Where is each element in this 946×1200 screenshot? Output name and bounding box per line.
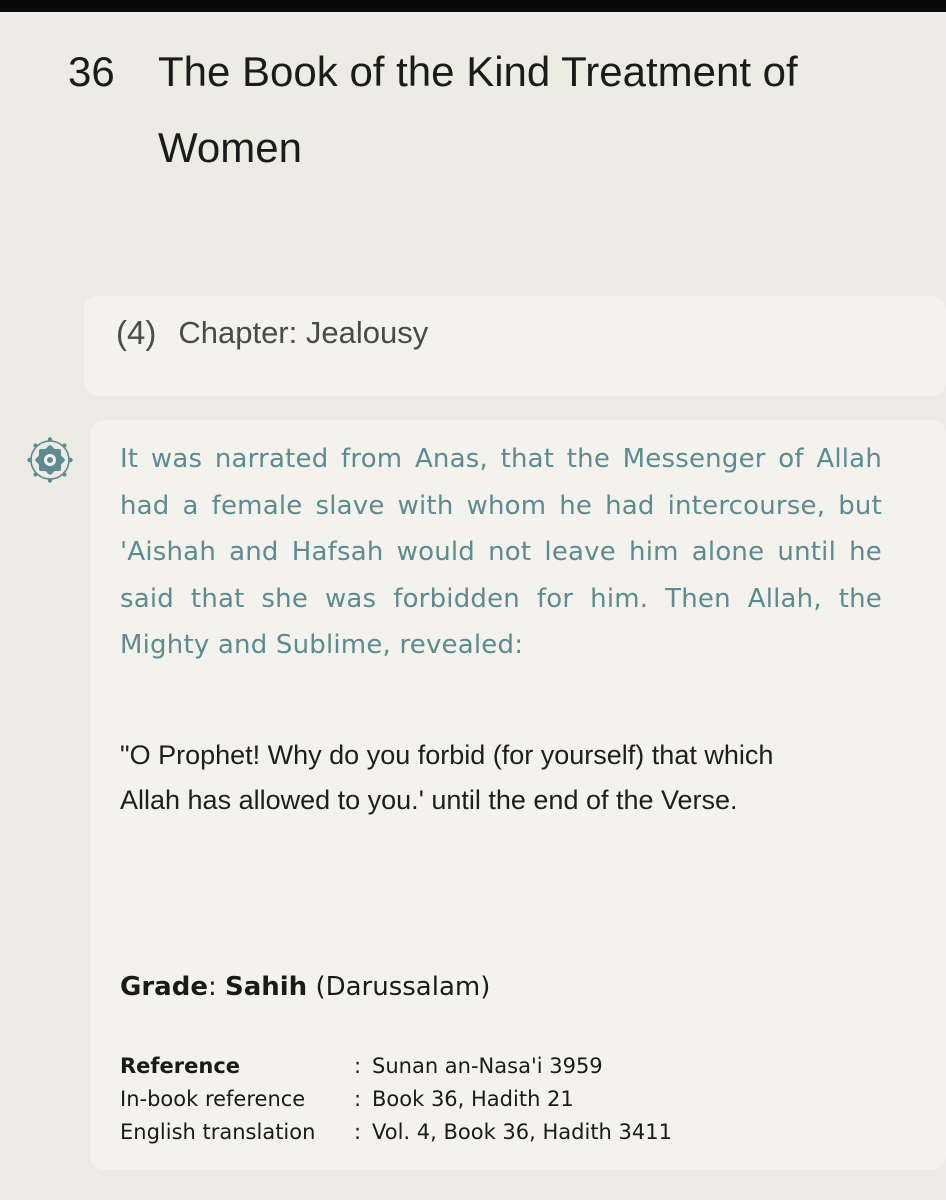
book-title: The Book of the Kind Treatment of Women: [158, 48, 798, 171]
reference-value: Sunan an-Nasa'i 3959: [372, 1054, 603, 1078]
reference-value: Vol. 4, Book 36, Hadith 3411: [372, 1120, 672, 1144]
reference-value: Book 36, Hadith 21: [372, 1087, 574, 1111]
chapter-number: (4): [116, 314, 157, 351]
book-header: [68, 44, 938, 186]
hadith-quote: [120, 733, 890, 823]
reference-separator: :: [354, 1120, 362, 1144]
top-bar: [0, 0, 946, 12]
reference-label: English translation: [120, 1120, 316, 1144]
reference-label: In-book reference: [120, 1087, 306, 1111]
chapter-heading: [116, 314, 428, 352]
hadith-quote-line: Allah has allowed to you.' until the end of the Verse.: [120, 785, 738, 815]
reference-separator: :: [354, 1054, 362, 1078]
reference-row: [120, 1116, 672, 1149]
grade-separator: :: [207, 972, 217, 1002]
hadith-grade: [120, 972, 490, 1002]
chapter-title: Chapter: Jealousy: [178, 315, 429, 350]
reference-row: [120, 1083, 672, 1116]
reference-separator: :: [354, 1087, 362, 1111]
ornament-star-icon: [26, 436, 74, 484]
hadith-quote-line: "O Prophet! Why do you forbid (for yourself) that which: [120, 740, 774, 770]
book-number: 36: [68, 48, 115, 95]
reference-label: Reference: [120, 1054, 241, 1078]
grade-label: Grade: [120, 972, 208, 1002]
chapter-card: [84, 296, 946, 396]
hadith-narration: It was narrated from Anas, that the Messenger of Allah had a female slave with whom he had intercourse, but 'Aishah and Hafsah would not leave him alone until he said that she was forbidden for him. Then Allah, the Mighty and Sublime, revealed:: [120, 444, 882, 660]
reference-row: [120, 1050, 672, 1083]
reference-list: [120, 1050, 672, 1149]
grade-value: Sahih: [224, 972, 308, 1002]
grade-source: (Darussalam): [315, 972, 491, 1002]
